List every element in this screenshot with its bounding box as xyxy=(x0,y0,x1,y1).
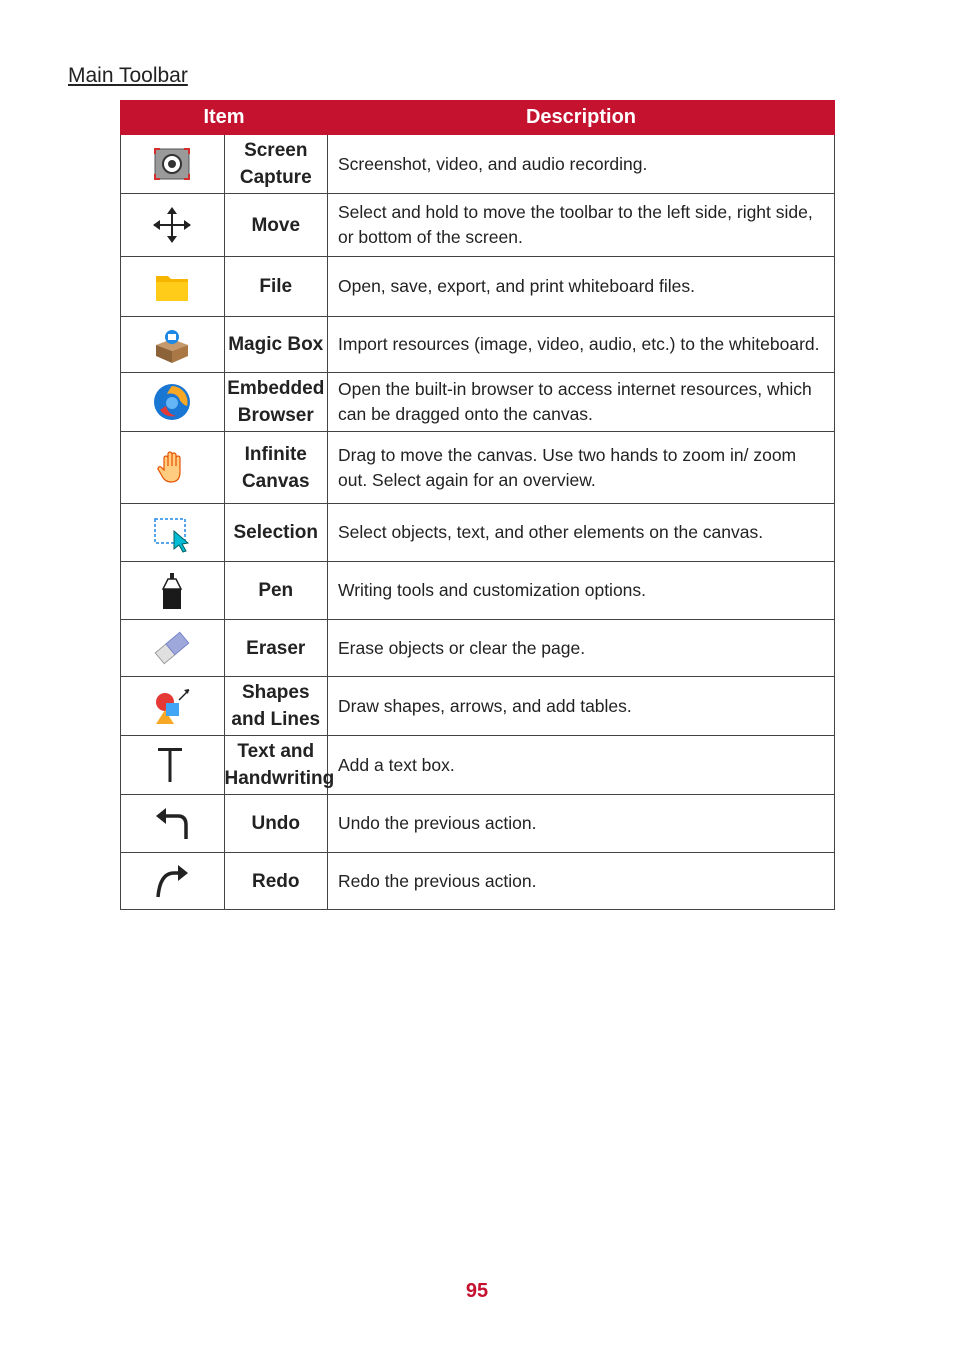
eraser-icon xyxy=(152,628,192,668)
item-column-header: Item xyxy=(121,101,328,135)
table-row xyxy=(121,504,835,562)
item-description: Import resources (image, video, audio, etc.) to the whiteboard. xyxy=(328,317,835,373)
item-description: Draw shapes, arrows, and add tables. xyxy=(328,677,835,736)
table-row xyxy=(121,562,835,620)
page-number: 95 xyxy=(465,1280,489,1302)
item-name: Embedded Browser xyxy=(224,373,328,432)
item-name: Eraser xyxy=(224,620,328,677)
item-description: Writing tools and customization options. xyxy=(328,562,835,620)
item-description: Open the built-in browser to access internet resources, which can be dragged onto the canvas. xyxy=(328,373,835,432)
item-name: Text and Handwriting xyxy=(224,736,328,795)
item-description: Select and hold to move the toolbar to the left side, right side, or bottom of the screen. xyxy=(328,194,835,257)
description-column-header: Description xyxy=(328,101,835,135)
main-toolbar-table xyxy=(120,100,835,910)
selection-icon xyxy=(152,513,192,553)
item-name: Shapes and Lines xyxy=(224,677,328,736)
table-row xyxy=(121,795,835,853)
infinite-canvas-icon xyxy=(152,448,192,488)
move-icon xyxy=(152,205,192,245)
item-name: Redo xyxy=(224,853,328,910)
table-header-row xyxy=(121,101,835,135)
item-name: Selection xyxy=(224,504,328,562)
undo-icon xyxy=(152,804,192,844)
table-row xyxy=(121,373,835,432)
item-description: Add a text box. xyxy=(328,736,835,795)
table-row xyxy=(121,317,835,373)
table-row xyxy=(121,620,835,677)
item-name: File xyxy=(224,257,328,317)
redo-icon xyxy=(152,861,192,901)
table-row xyxy=(121,853,835,910)
item-description: Open, save, export, and print whiteboard files. xyxy=(328,257,835,317)
item-description: Redo the previous action. xyxy=(328,853,835,910)
item-name: Move xyxy=(224,194,328,257)
item-description: Select objects, text, and other elements on the canvas. xyxy=(328,504,835,562)
item-name: Infinite Canvas xyxy=(224,432,328,504)
item-description: Undo the previous action. xyxy=(328,795,835,853)
table-row xyxy=(121,677,835,736)
file-icon xyxy=(152,267,192,307)
embedded-browser-icon xyxy=(152,382,192,422)
text-and-handwriting-icon xyxy=(152,745,192,785)
table-row xyxy=(121,194,835,257)
item-description: Screenshot, video, and audio recording. xyxy=(328,135,835,194)
table-row xyxy=(121,432,835,504)
item-description: Drag to move the canvas. Use two hands to zoom in/ zoom out. Select again for an overview. xyxy=(328,432,835,504)
table-row xyxy=(121,736,835,795)
table-row xyxy=(121,257,835,317)
table-row xyxy=(121,135,835,194)
item-name: Magic Box xyxy=(224,317,328,373)
magic-box-icon xyxy=(152,325,192,365)
pen-icon xyxy=(152,571,192,611)
item-name: Undo xyxy=(224,795,328,853)
screen-capture-icon xyxy=(152,144,192,184)
item-description: Erase objects or clear the page. xyxy=(328,620,835,677)
item-name: Pen xyxy=(224,562,328,620)
shapes-and-lines-icon xyxy=(152,686,192,726)
item-name: Screen Capture xyxy=(224,135,328,194)
section-title: Main Toolbar xyxy=(68,64,188,87)
